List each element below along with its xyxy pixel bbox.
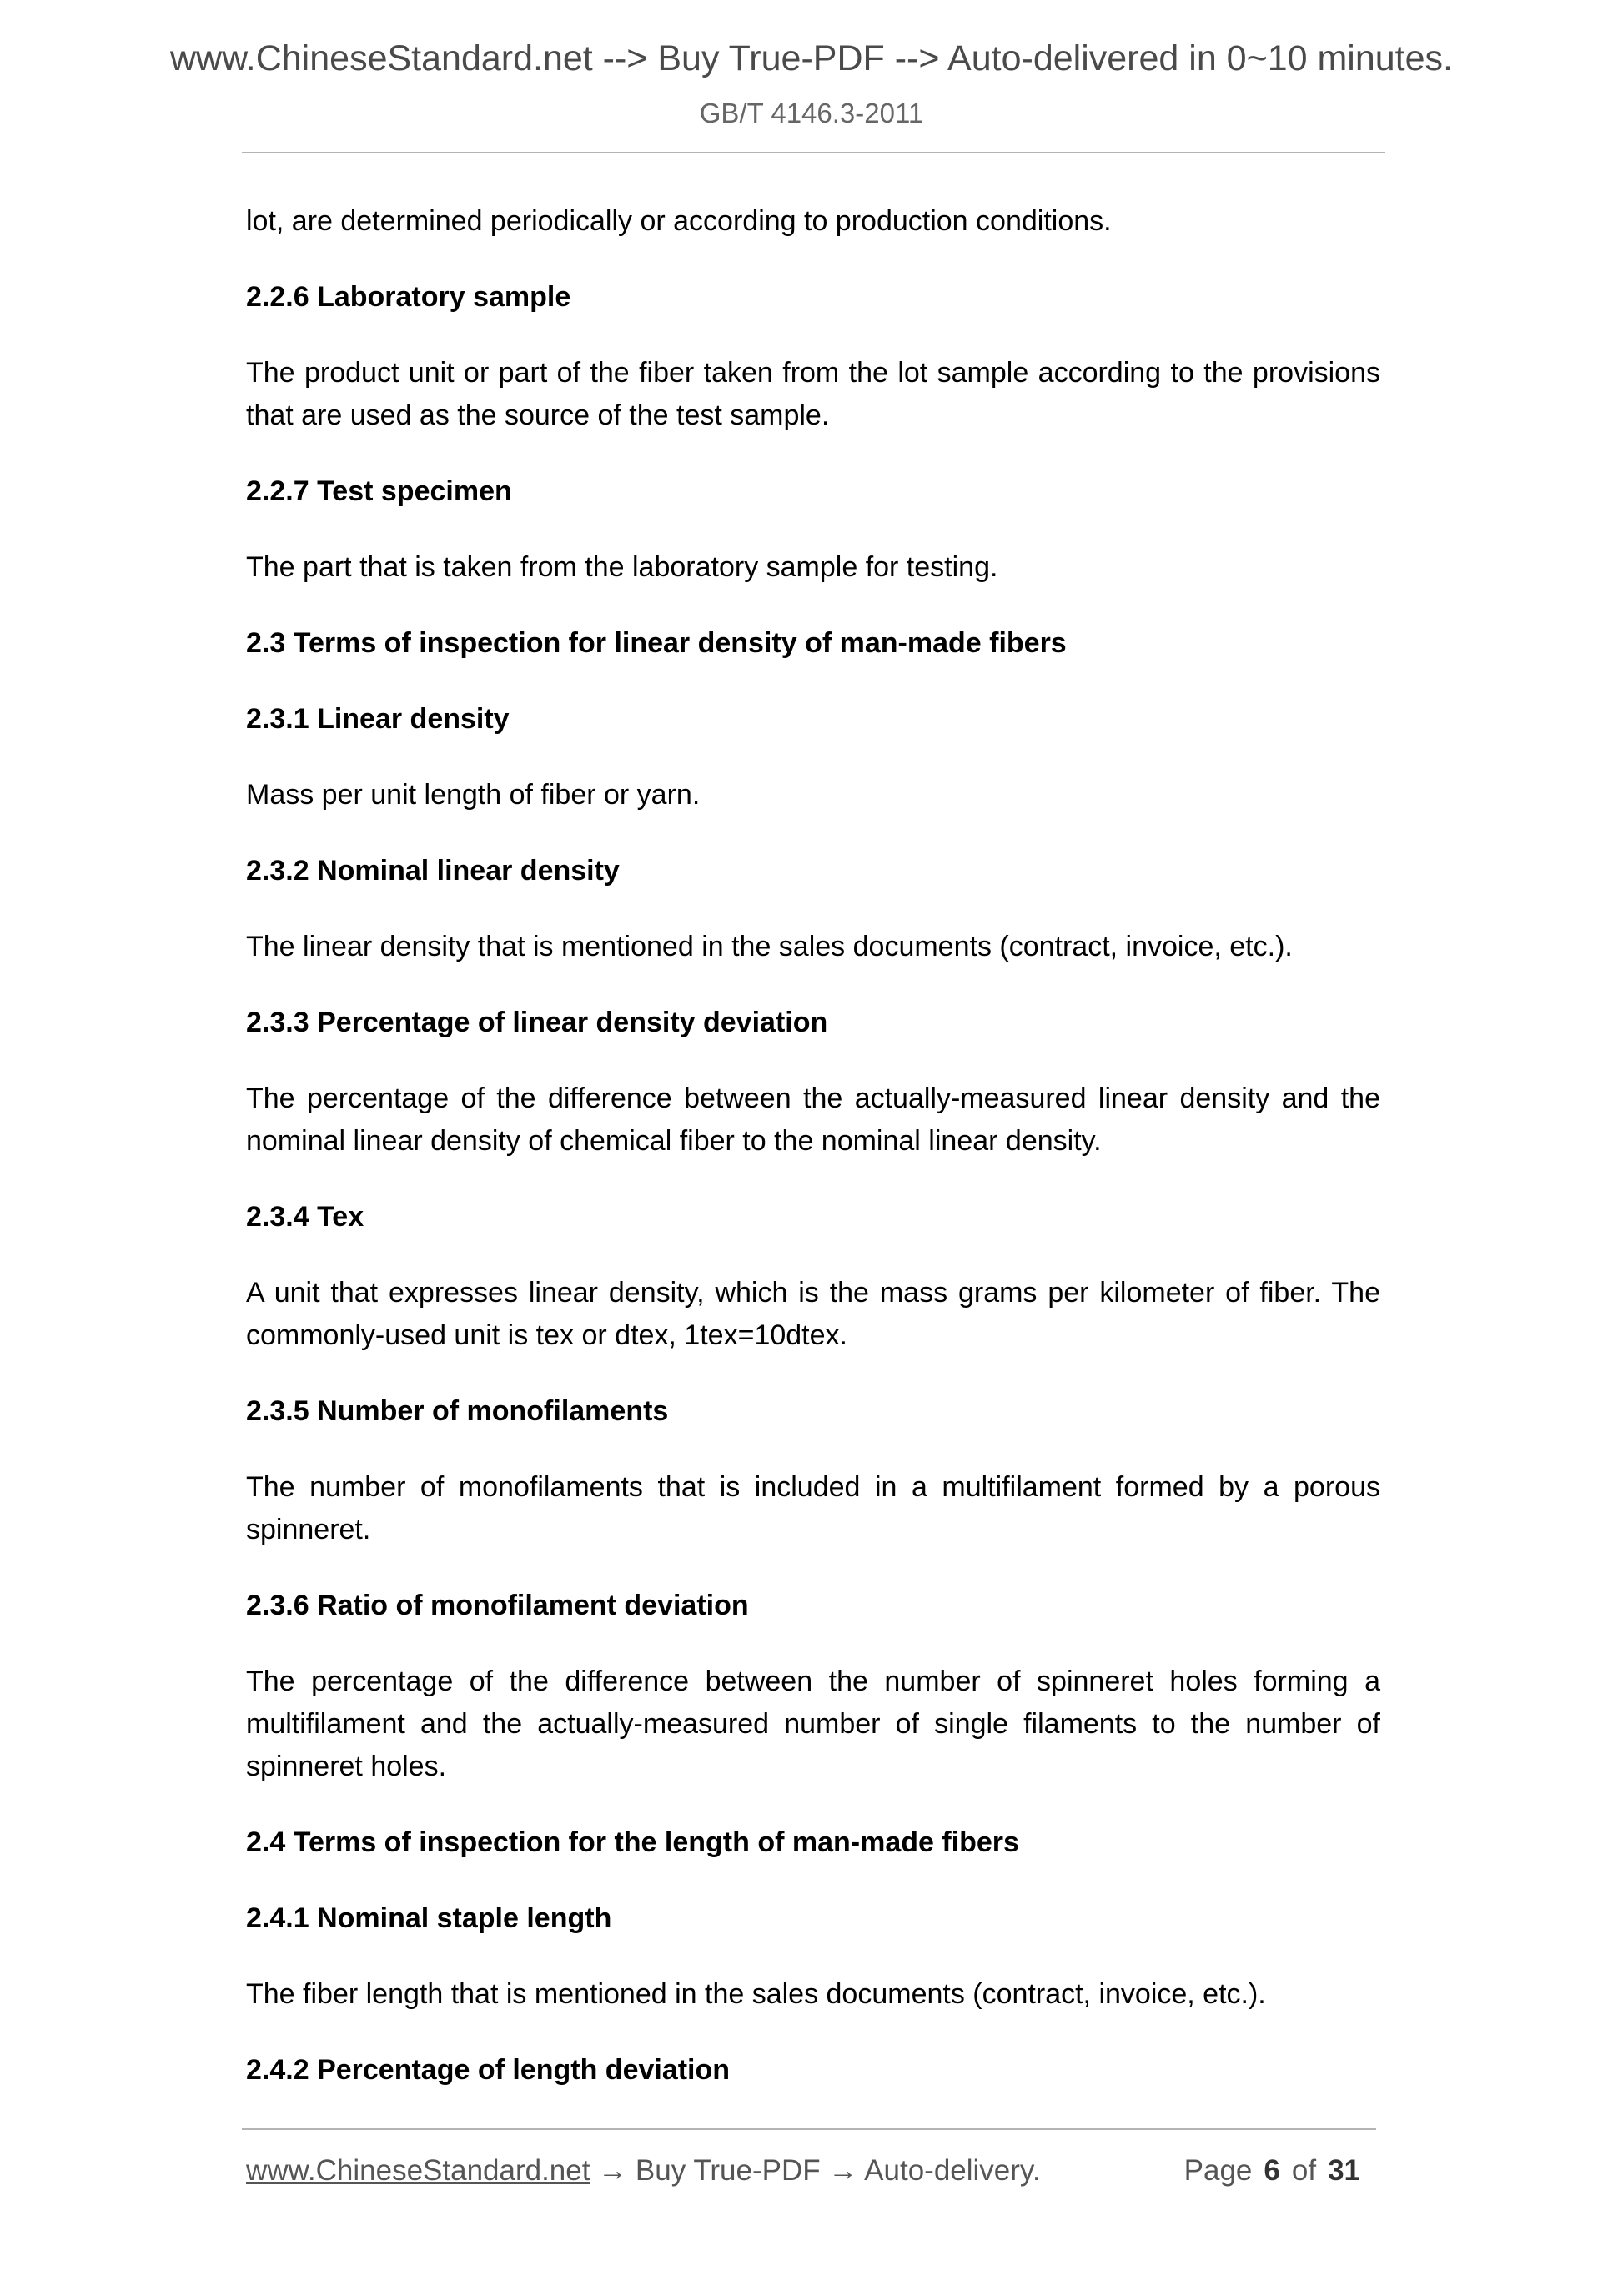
body-paragraph: The number of monofilaments that is included in a multifilament formed by a porous spinneret. <box>246 1471 1380 1545</box>
body-paragraph: A unit that expresses linear density, which is the mass grams per kilometer of fiber. The commonly-used unit is tex or dtex, 1tex=10dtex. <box>246 1277 1380 1351</box>
header-divider <box>242 152 1385 153</box>
of-label: of <box>1291 2154 1317 2187</box>
footer-site-link[interactable]: www.ChineseStandard.net <box>246 2154 590 2187</box>
page-label: Page <box>1183 2154 1253 2187</box>
footer-left <box>246 2150 1041 2192</box>
section-heading: 2.3.5 Number of monofilaments <box>246 1395 669 1427</box>
section-heading: 2.4.1 Nominal staple length <box>246 1902 612 1934</box>
document-body <box>246 200 1380 2125</box>
body-paragraph: The fiber length that is mentioned in the sales documents (contract, invoice, etc.). <box>246 1978 1266 2010</box>
site-banner: www.ChineseStandard.net --> Buy True-PDF --> Auto-delivered in 0~10 minutes. <box>169 38 1453 78</box>
body-paragraph: lot, are determined periodically or according to production conditions. <box>246 205 1112 237</box>
section-heading: 2.3.1 Linear density <box>246 703 510 735</box>
body-paragraph: The percentage of the difference between the number of spinneret holes forming a multifilament and the actually-measured number of single filaments to the number of spinneret holes. <box>246 1665 1380 1782</box>
section-heading: 2.3.3 Percentage of linear density deviation <box>246 1007 828 1038</box>
total-pages: 31 <box>1328 2154 1360 2187</box>
footer-tagline: → Buy True-PDF → Auto-delivery. <box>590 2154 1041 2187</box>
body-paragraph: The product unit or part of the fiber taken from the lot sample according to the provisions that are used as the source of the test sample. <box>246 357 1380 431</box>
body-paragraph: Mass per unit length of fiber or yarn. <box>246 779 701 811</box>
body-paragraph: The linear density that is mentioned in the sales documents (contract, invoice, etc.). <box>246 931 1293 962</box>
body-paragraph: The part that is taken from the laboratory sample for testing. <box>246 551 998 583</box>
body-paragraph: The percentage of the difference between the actually-measured linear density and the nominal linear density of chemical fiber to the nominal linear density. <box>246 1083 1380 1157</box>
section-heading: 2.4 Terms of inspection for the length of man-made fibers <box>246 1826 1019 1858</box>
section-heading: 2.3.4 Tex <box>246 1201 364 1233</box>
section-heading: 2.3 Terms of inspection for linear density of man-made fibers <box>246 627 1067 659</box>
section-heading: 2.2.6 Laboratory sample <box>246 281 571 313</box>
section-heading: 2.3.2 Nominal linear density <box>246 855 620 887</box>
page-number: 6 <box>1264 2154 1280 2187</box>
footer-divider <box>242 2128 1376 2130</box>
section-heading: 2.2.7 Test specimen <box>246 475 512 507</box>
section-heading: 2.4.2 Percentage of length deviation <box>246 2054 731 2086</box>
page-indicator <box>1184 2150 1372 2192</box>
standard-number: GB/T 4146.3-2011 <box>699 98 924 128</box>
section-heading: 2.3.6 Ratio of monofilament deviation <box>246 1590 749 1621</box>
